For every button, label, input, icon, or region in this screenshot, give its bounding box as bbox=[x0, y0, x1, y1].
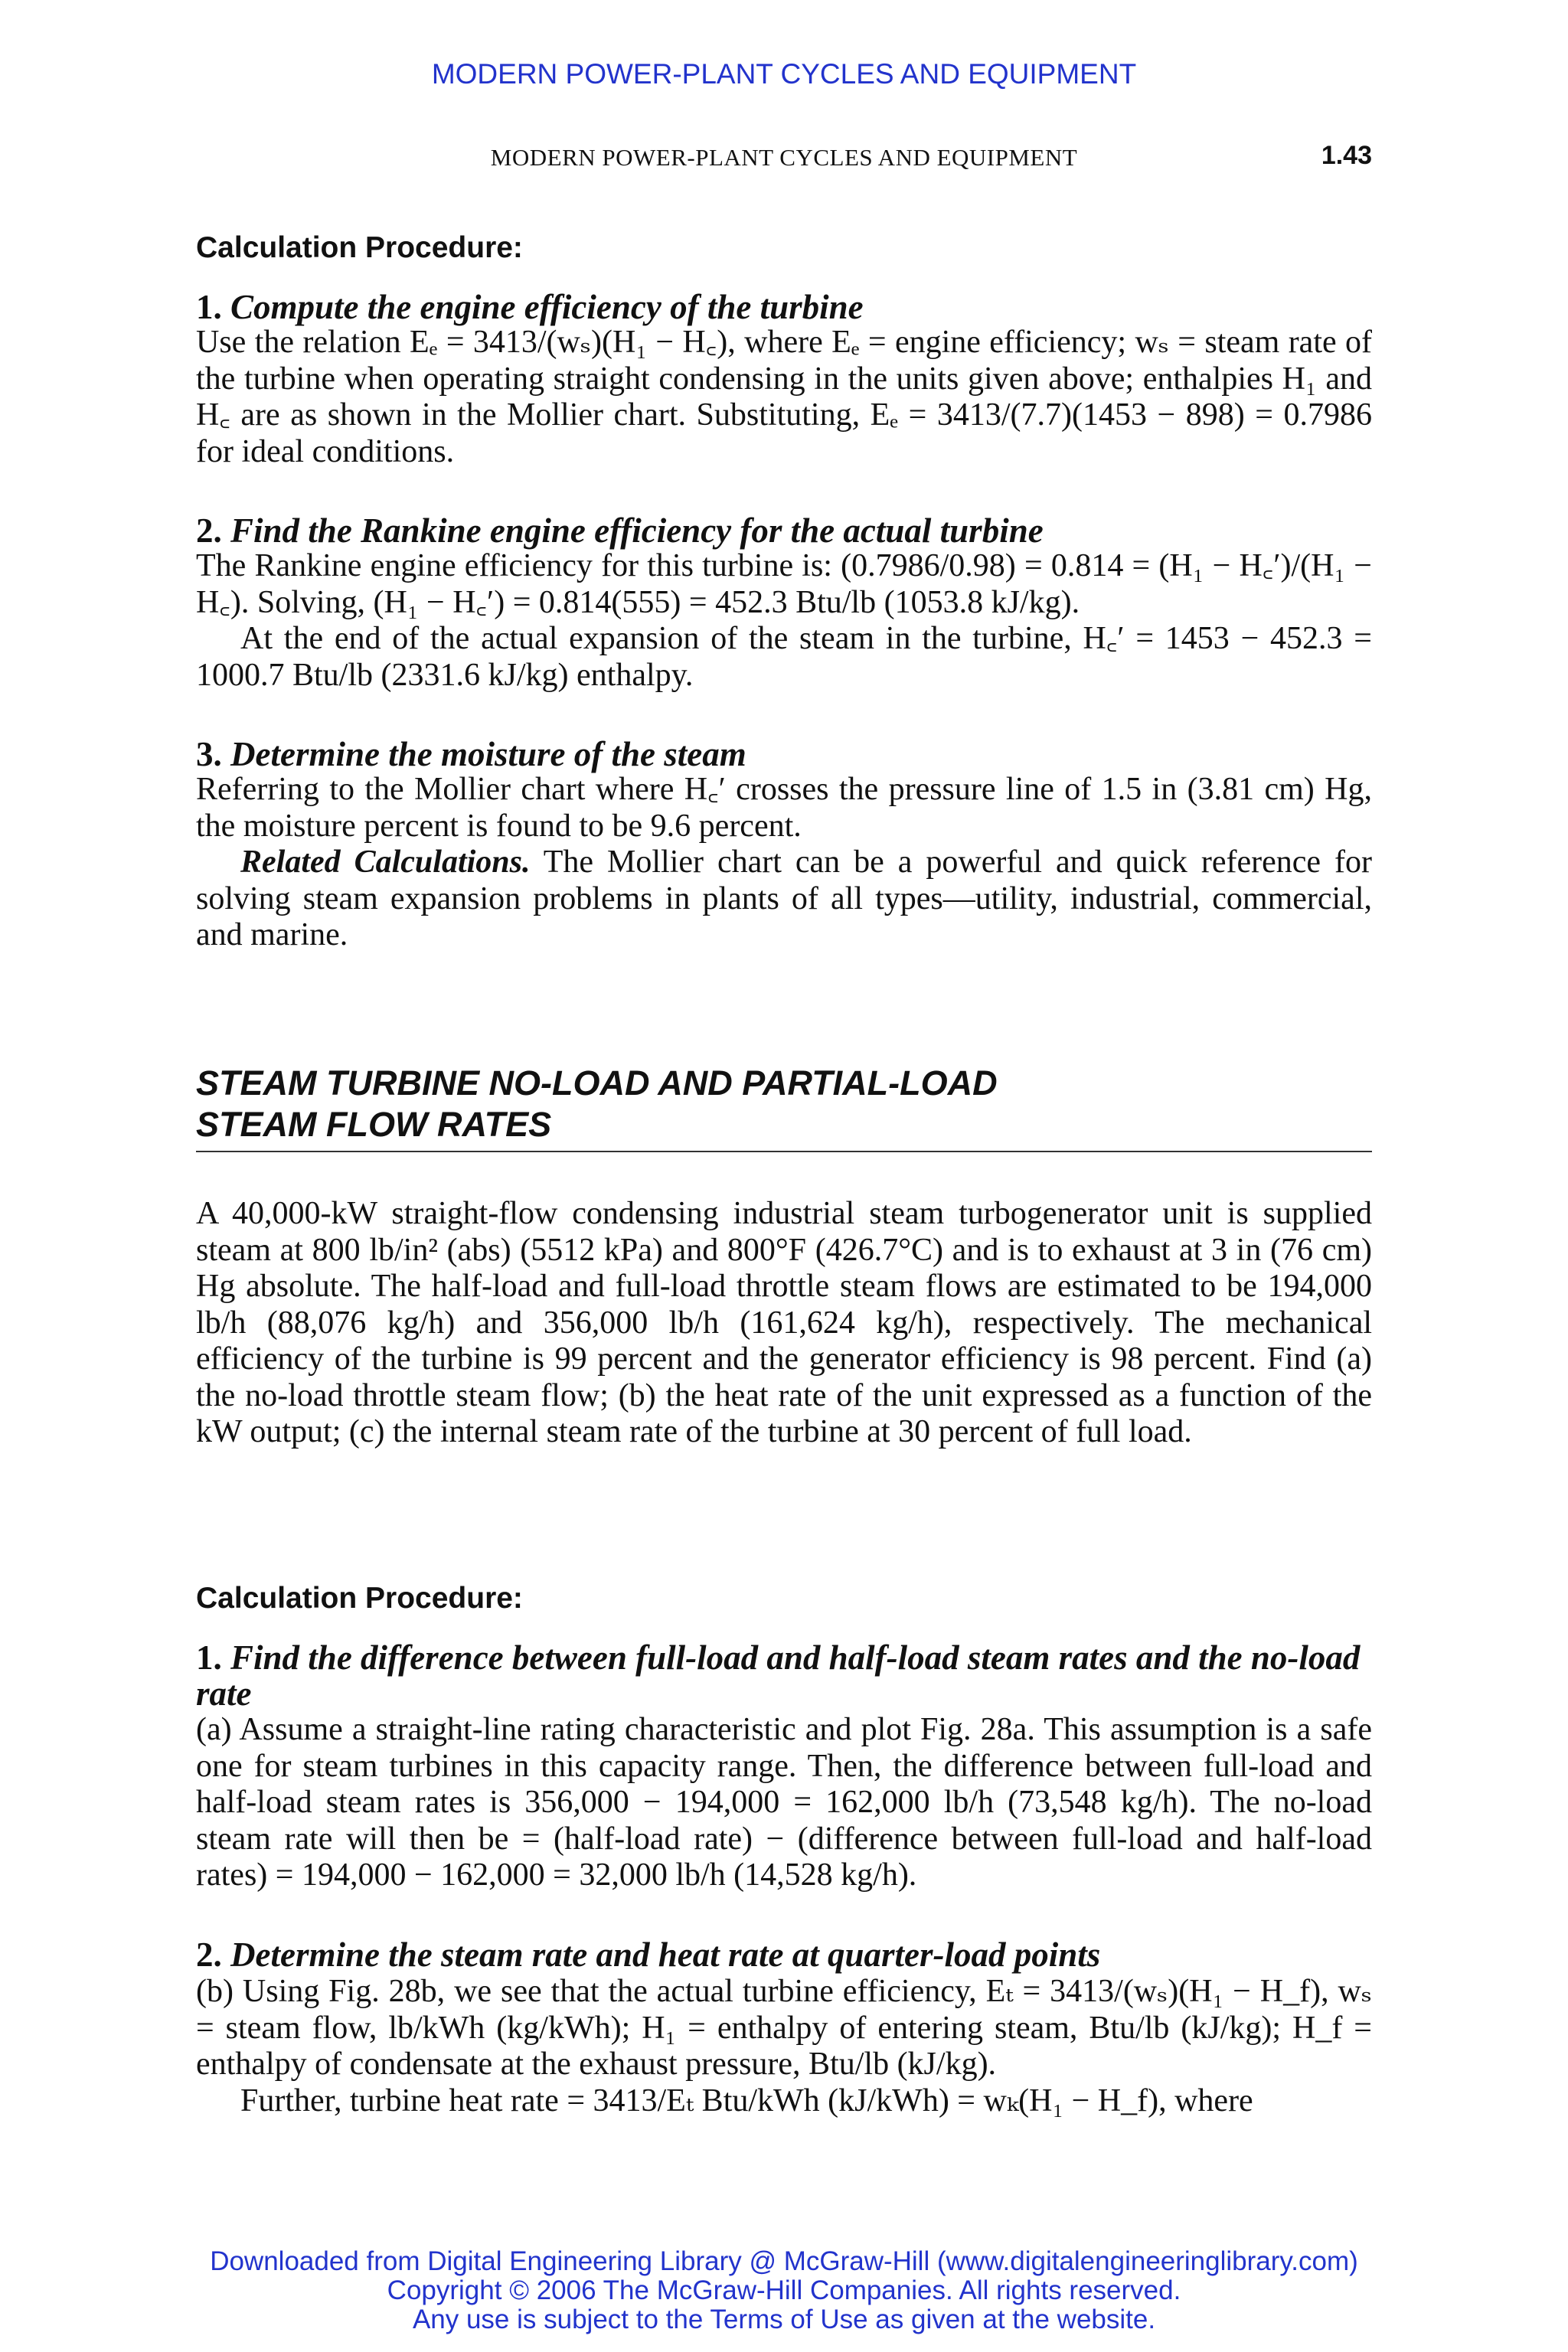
paragraph: The Rankine engine efficiency for this turbine is: (0.7986/0.98) = 0.814 = (H₁ − H꜀′)/(H₁ − H꜀). Solving, (H₁ − H꜀′) = 0.814(555) = 452.3 Btu/lb (1053.8 kJ/kg). bbox=[196, 548, 1372, 620]
step-title: Find the Rankine engine efficiency for the actual turbine bbox=[230, 511, 1044, 550]
calculation-procedure-heading: Calculation Procedure: bbox=[196, 231, 523, 264]
step-title: Find the difference between full-load and half-load steam rates and the no-load rate bbox=[196, 1638, 1361, 1713]
related-calculations-label: Related Calculations. bbox=[240, 844, 531, 880]
paragraph: (b) Using Fig. 28b, we see that the actual turbine efficiency, Eₜ = 3413/(wₛ)(H₁ − H_f), wₛ = steam flow, lb/kWh (kg/kWh); H₁ = enthalpy of entering steam, Btu/lb (kJ/kg); H_f = enthalpy of condensate at the exhaust pressure, Btu/lb (kJ/kg). bbox=[196, 1974, 1372, 2082]
paragraph: Further, turbine heat rate = 3413/Eₜ Btu/kWh (kJ/kWh) = wₖ(H₁ − H_f), where bbox=[240, 2082, 1253, 2118]
step-1-body bbox=[196, 325, 1372, 470]
footer-copyright: Copyright © 2006 The McGraw-Hill Companies. All rights reserved. bbox=[387, 2275, 1181, 2305]
part-2-heading bbox=[196, 1937, 1372, 1973]
page-number: 1.43 bbox=[1321, 141, 1372, 170]
paragraph: Use the relation Eₑ = 3413/(wₛ)(H₁ − H꜀), where Eₑ = engine efficiency; wₛ = steam rate of the turbine when operating straight condensing in the units given above; enthalpies H₁ and H꜀ are as shown in the Mollier chart. Substituting, Eₑ = 3413/(7.7)(1453 − 898) = 0.7986 for ideal conditions. bbox=[196, 325, 1372, 469]
step-2-body bbox=[196, 548, 1372, 694]
section-divider bbox=[196, 1151, 1372, 1152]
step-number: 1. bbox=[196, 288, 222, 326]
step-1-heading bbox=[196, 289, 1372, 325]
step-3-heading bbox=[196, 737, 1372, 773]
footer-download-notice: Downloaded from Digital Engineering Library @ McGraw-Hill (www.digitalengineeringlibrary.com) bbox=[210, 2246, 1358, 2276]
running-head: MODERN POWER-PLANT CYCLES AND EQUIPMENT bbox=[490, 144, 1078, 171]
paragraph: (a) Assume a straight-line rating characteristic and plot Fig. 28a. This assumption is a safe one for steam turbines in this capacity range. Then, the difference between full-load and half-load steam rates is 356,000 − 194,000 = 162,000 lb/h (73,548 kg/h). The no-load steam rate will then be = (half-load rate) − (difference between full-load and half-load rates) = 194,000 − 162,000 = 32,000 lb/h (14,528 kg/h). bbox=[196, 1712, 1372, 1893]
top-banner-title: MODERN POWER-PLANT CYCLES AND EQUIPMENT bbox=[431, 58, 1137, 90]
step-number: 3. bbox=[196, 735, 222, 773]
paragraph: A 40,000-kW straight-flow condensing industrial steam turbogenerator unit is supplied steam at 800 lb/in² (abs) (5512 kPa) and 800°F (426.7°C) and is to exhaust at 3 in (76 cm) Hg absolute. The half-load and full-load throttle steam flows are estimated to be 194,000 lb/h (88,076 kg/h) and 356,000 lb/h (161,624 kg/h), respectively. The mechanical efficiency of the turbine is 99 percent and the generator efficiency is 98 percent. Find (a) the no-load throttle steam flow; (b) the heat rate of the unit expressed as a function of the kW output; (c) the internal steam rate of the turbine at 30 percent of full load. bbox=[196, 1196, 1372, 1449]
step-3-body bbox=[196, 772, 1372, 954]
step-title: Determine the steam rate and heat rate at quarter-load points bbox=[230, 1936, 1101, 1974]
paragraph: Referring to the Mollier chart where H꜀′ crosses the pressure line of 1.5 in (3.81 cm) Hg, the moisture percent is found to be 9.6 percent. bbox=[196, 772, 1372, 844]
part-1-body bbox=[196, 1712, 1372, 1894]
problem-statement bbox=[196, 1196, 1372, 1451]
part-2-body bbox=[196, 1974, 1372, 2119]
part-1-heading bbox=[196, 1640, 1372, 1712]
section-title-line-2: STEAM FLOW RATES bbox=[196, 1105, 552, 1144]
step-title: Compute the engine efficiency of the turbine bbox=[230, 288, 864, 326]
step-2-heading bbox=[196, 513, 1372, 549]
step-number: 1. bbox=[196, 1638, 222, 1677]
section-title bbox=[196, 1063, 1372, 1145]
paragraph: At the end of the actual expansion of the steam in the turbine, H꜀′ = 1453 − 452.3 = 1000.7 Btu/lb (2331.6 kJ/kg) enthalpy. bbox=[196, 621, 1372, 693]
footer-terms: Any use is subject to the Terms of Use as given at the website. bbox=[412, 2305, 1156, 2334]
section-title-line-1: STEAM TURBINE NO-LOAD AND PARTIAL-LOAD bbox=[196, 1063, 998, 1102]
related-calculations bbox=[196, 844, 1372, 954]
step-number: 2. bbox=[196, 1936, 222, 1974]
step-title: Determine the moisture of the steam bbox=[230, 735, 746, 773]
related-calculations-text: The Mollier chart can be a powerful and quick reference for solving steam expansion problems in plants of all types—utility, industrial, commercial, and marine. bbox=[196, 844, 1372, 952]
calculation-procedure-heading-2: Calculation Procedure: bbox=[196, 1582, 523, 1615]
step-number: 2. bbox=[196, 511, 222, 550]
